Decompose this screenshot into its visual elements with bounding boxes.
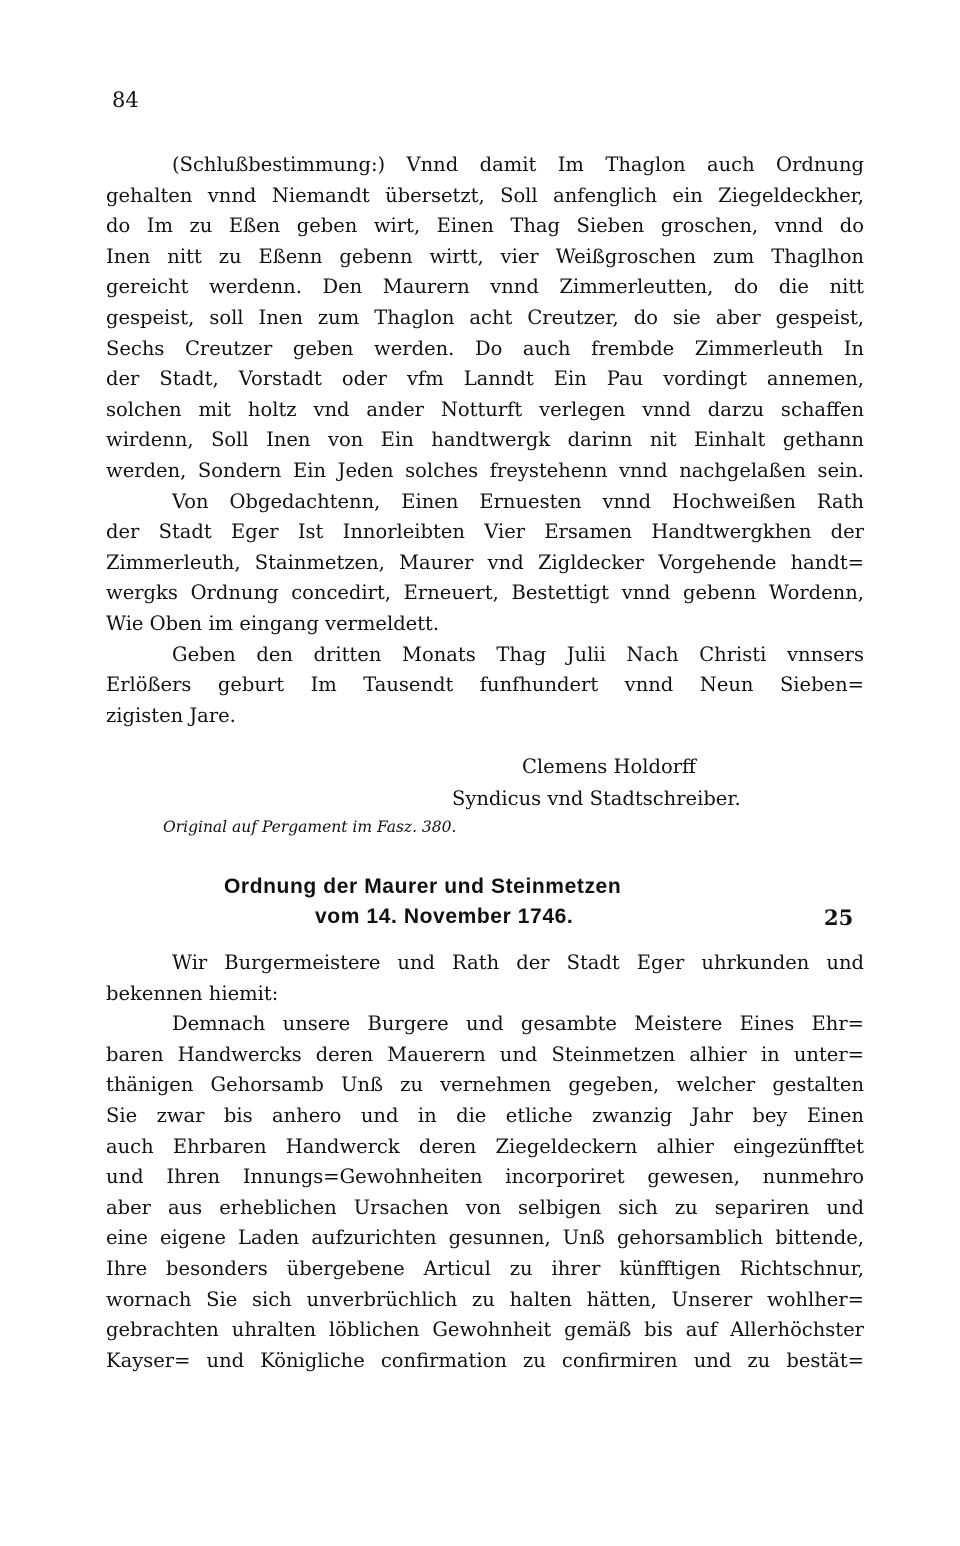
text-line: Von Obgedachtenn, Einen Ernuesten vnnd Hochweißen Rath <box>172 489 864 513</box>
text-line: und Ihren Innungs=Gewohnheiten incorporiret gewesen, nunmehro <box>106 1165 864 1189</box>
text-line: gebrachten uhralten löblichen Gewohnheit gemäß bis auf Allerhöchster <box>106 1318 864 1342</box>
text-line: (Schlußbestimmung:) Vnnd damit Im Thaglon auch Ordnung <box>172 153 864 176</box>
text-line: gespeist, soll Inen zum Thaglon acht Creutzer, do sie aber gespeist, <box>106 305 864 329</box>
text-line: Wir Burgermeistere und Rath der Stadt Eger uhrkunden und <box>172 951 864 974</box>
ordinance-1579-closing-text <box>106 150 864 731</box>
text-line: Demnach unsere Burgere und gesambte Meistere Eines Ehr= <box>172 1012 864 1036</box>
text-line: zigisten Jare. <box>106 703 236 727</box>
text-line: wornach Sie sich unverbrüchlich zu halten hätten, Unserer wohlher= <box>106 1287 864 1311</box>
text-line: baren Handwercks deren Mauerern und Steinmetzen alhier in unter= <box>106 1042 864 1066</box>
text-line: der Stadt, Vorstadt oder vfm Lanndt Ein Pau vordingt annemen, <box>106 367 864 391</box>
text-line: Ihre besonders übergebene Articul zu ihrer künfftigen Richtschnur, <box>106 1256 864 1280</box>
text-line: eine eigene Laden aufzurichten gesunnen, Unß gehorsamblich bittende, <box>106 1226 864 1250</box>
text-line: wergks Ordnung concedirt, Erneuert, Bestettigt vnnd gebenn Wordenn, <box>106 581 864 605</box>
text-line: Erlößers geburt Im Tausendt funfhundert vnnd Neun Sieben= <box>106 673 864 697</box>
text-line: solchen mit holtz vnd ander Notturft verlegen vnnd darzu schaffen <box>106 397 864 421</box>
page-number: 84 <box>112 88 139 112</box>
document-number: 25 <box>824 905 854 930</box>
ordinance-1746-text <box>106 948 864 1376</box>
text-line: Kayser= und Königliche confirmation zu confirmiren und zu bestät= <box>106 1348 864 1372</box>
text-line: der Stadt Eger Ist Innorleibten Vier Ersamen Handtwergkhen der <box>106 520 864 544</box>
source-note: Original auf Pergament im Fasz. 380. <box>163 818 457 836</box>
text-line: gehalten vnnd Niemandt übersetzt, Soll anfenglich ein Ziegeldeckher, <box>106 183 864 207</box>
signature-name: Clemens Holdorff <box>522 755 696 778</box>
text-line: Zimmerleuth, Stainmetzen, Maurer vnd Zigldecker Vorgehende handt= <box>106 550 864 574</box>
text-line: bekennen hiemit: <box>106 981 279 1005</box>
section-heading-date: vom 14. November 1746. <box>315 905 574 928</box>
text-line: aber aus erheblichen Ursachen von selbigen sich zu separiren und <box>106 1195 864 1219</box>
text-line: wirdenn, Soll Inen von Ein handtwergk darinn nit Einhalt gethann <box>106 428 864 452</box>
text-line: Inen nitt zu Eßenn gebenn wirtt, vier Weißgroschen zum Thaglhon <box>106 244 864 268</box>
text-line: Wie Oben im eingang vermeldett. <box>106 611 440 635</box>
text-line: thänigen Gehorsamb Unß zu vernehmen gegeben, welcher gestalten <box>106 1073 864 1097</box>
text-line: werden, Sondern Ein Jeden solches freystehenn vnnd nachgelaßen sein. <box>106 458 864 482</box>
text-line: do Im zu Eßen geben wirt, Einen Thag Sieben groschen, vnnd do <box>106 214 864 238</box>
text-line: auch Ehrbaren Handwerck deren Ziegeldeckern alhier eingezünfftet <box>106 1134 864 1158</box>
text-line: Sie zwar bis anhero und in die etliche zwanzig Jahr bey Einen <box>106 1103 864 1127</box>
text-line: Sechs Creutzer geben werden. Do auch frembde Zimmerleuth In <box>106 336 864 360</box>
text-line: gereicht werdenn. Den Maurern vnnd Zimmerleutten, do die nitt <box>106 275 864 299</box>
signature-title: Syndicus vnd Stadtschreiber. <box>452 787 741 810</box>
text-line: Geben den dritten Monats Thag Julii Nach Christi vnnsers <box>172 642 864 666</box>
section-heading: Ordnung der Maurer und Steinmetzen <box>224 875 622 898</box>
